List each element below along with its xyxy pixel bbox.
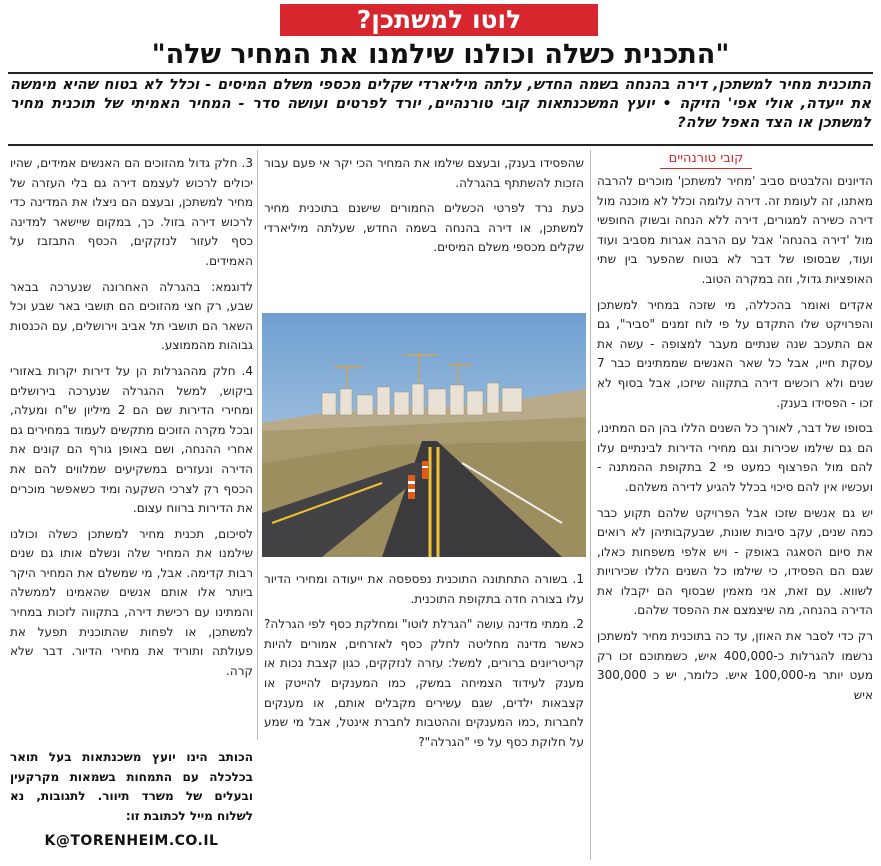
deck-rule bbox=[8, 144, 873, 146]
paragraph: שהפסידו בענק, ובעצם שילמו את המחיר הכי יקר אי פעם עבור הזכות להשתתף בהגרלה. bbox=[264, 156, 584, 190]
column-divider bbox=[257, 150, 258, 740]
column-left bbox=[10, 154, 253, 687]
column-middle-top bbox=[264, 154, 584, 264]
paragraph: 1. בשורה התחתונה התוכנית נפספסה את ייעודה ומחירי הדיור עלו בצורה חדה בתקופת התוכנית. bbox=[264, 572, 584, 606]
column-middle-bottom bbox=[264, 570, 584, 758]
column-right bbox=[597, 172, 873, 711]
kicker-label: לוטו למשתכן? bbox=[280, 4, 598, 36]
paragraph: 2. ממתי מדינה עושה "הגרלת לוטו" ומחלקת כסף לפי הגרלה? כאשר מדינה מחליטה לחלק כסף לאזרחים, אמורים להיות קריטריונים ברורים, למשל: עזרה לנזקקים, כגון קצבת נכות או מענק לעידוד הצמיחה במשק, כמו המענקים להייטק או קצבאות ילדים, שגם עשירים מקבלים אותם, או מענקים לחברות ,כמו המענקים וההטבות לחברת אינטל, אבל מי שמע על חלוקת כסף על פי "הגרלה"? bbox=[264, 617, 584, 749]
paragraph: אקדים ואומר בהכללה, מי שזכה במחיר למשתכן והפרויקט שלו התקדם על פי לוח זמנים "סביר", גם אם התעכב שנה שנתיים מעבר למצופה - עשה את עסקת חייו, אבל כל שאר האנשים שממתינים כבר 7 שנים ולא רוכשים דירה בתקווה שיזכו, אבל בסוף לא זכו - הפסידו בענק. bbox=[597, 297, 873, 410]
paragraph: יש גם אנשים שזכו אבל הפרויקט שלהם תקוע כבר כמה שנים, עקב סיבות שונות, שבעקבותיהן לא רואים את סיום הסאגה באופק - ויש אלפי משפחות כאלו, שגם הם הפסידו, כי שילמו כל השנים הללו שכירויות לשווא. עם זאת, אני מאמין שבסוף הם יקבלו את הדירה בהנחה, מה שיצמצם את ההפסד שלהם. bbox=[597, 505, 873, 618]
paragraph: לדוגמא: בהגרלה האחרונה שנערכה בבאר שבע, רק חצי מהזוכים הם תושבי באר שבע וכל השאר הם תושבי תל אביב וירושלים, עם הכנסות גבוהות מהממוצע. bbox=[10, 279, 253, 353]
author-bio: הכותב הינו יועץ משכנתאות בעל תואר בכלכלה עם התמחות בשמאות מקרקעין ובעלים של משרד תיוור. לתגובות, נא לשלוח מייל לכתובת זו: bbox=[10, 750, 253, 823]
paragraph: הדיונים והלבטים סביב 'מחיר למשתכן' מוכרים להרבה מאתנו, זה לעומת זה. דירה עלומה וכלל לא מוכנה מול דירה כשירה למגורים, דירה ללא הנחה ובשוק החופשי מול 'דירה בהנחה' אבל עם הרבה אגרות מסביב ועוד ועוד, שבסופו של דבר לא בטוח שהפער בין שתי האופציות גדול, וזה במקרה הטוב. bbox=[597, 174, 873, 286]
article-photo bbox=[262, 313, 586, 557]
headline: "התכנית כשלה וכולנו שילמנו את המחיר שלה" bbox=[151, 39, 730, 70]
column-divider bbox=[590, 150, 591, 860]
headline-rule bbox=[8, 72, 873, 74]
paragraph: 3. חלק גדול מהזוכים הם האנשים אמידים, שהיו יכולים לרכוש לעצמם דירה גם בלי העזרה של מחיר למשתכן, ובעצם הם ניצלו את המדינה כדי לרכוש דירה בזול. כך, במקום שיישאר למדינה כסף לעזור לנזקקים, הכסף התבזבז על האמידים. bbox=[10, 156, 253, 268]
paragraph: כעת נרד לפרטי הכשלים החמורים שישנם בתוכנית מחיר למשתכן, או דירה בהנחה בשמה החדש, שעלתה מיליארדי שקלים מכספי משלם המיסים. bbox=[264, 201, 584, 255]
paragraph: בסופו של דבר, לאורך כל השנים הללו בהן הם המתינו, הם גם שילמו שכירות וגם מחירי הדירות לבינתיים עלו להם מול הפרצוף כמעט פי 2 בתקופת ההמתנה - ועכשיו אין להם סיכוי בכלל להגיע לדירה משלהם. bbox=[597, 421, 873, 494]
paragraph: לסיכום, תכנית מחיר למשתכן כשלה וכולנו שילמנו את המחיר שלה ונשלם אותו גם שנים רבות קדימה. אבל, מי שמשלם את המחיר היקר ביותר אלו אותם אנשים שהאמינו לממשלה והמתינו עם רכישת דירה, בתקווה לזכות במחיר למשתכן, או לפחות שהתוכנית תפעל את פעולתה ותוריד את מחירי הדיור. דבר שלא קרה. bbox=[10, 526, 253, 678]
author-name: קובי טורנהיים bbox=[660, 150, 752, 169]
paragraph: 4. חלק מההגרלות הן על דירות יקרות באזורי ביקוש, למשל ההגרלה שנערכה בירושלים ומחירי הדירות שם הם 2 מיליון ש"ח ומעלה, ובכל מקרה הזוכים מתקשים לעמוד במחירים גם אחרי ההנחה, ושם באופן גורף הם קונים את הדירה ונעזרים במשקיעים שמלווים להם את הכסף רק לצרכי השקעה ומיד כשאפשר מוכרים את הדירות ברווח עצום. bbox=[10, 363, 253, 516]
paragraph: רק כדי לסבר את האוזן, עד כה בתוכנית מחיר למשתכן נרשמו להגרלות כ-400,000 איש, כשמתוכם זכו רק מעט יותר מ-100,000 איש. כלומר, יש כ 300,000 איש bbox=[597, 629, 873, 702]
contact-email[interactable]: K@TORENHEIM.CO.IL bbox=[44, 833, 219, 849]
deck: התוכנית מחיר למשתכן, דירה בהנחה בשמה החדש, עלתה מיליארדי שקלים מכספי משלם המיסים - וכלל לא בטוח שהיא מימשה את ייעדה, אולי אפי' הזיקה • יועץ המשכנתאות קובי טורנהיים, יורד לפרטים ועושה סדר - המחיר האמיתי של תוכנית מחיר למשתכן או הצד האפל שלה? bbox=[10, 77, 871, 131]
